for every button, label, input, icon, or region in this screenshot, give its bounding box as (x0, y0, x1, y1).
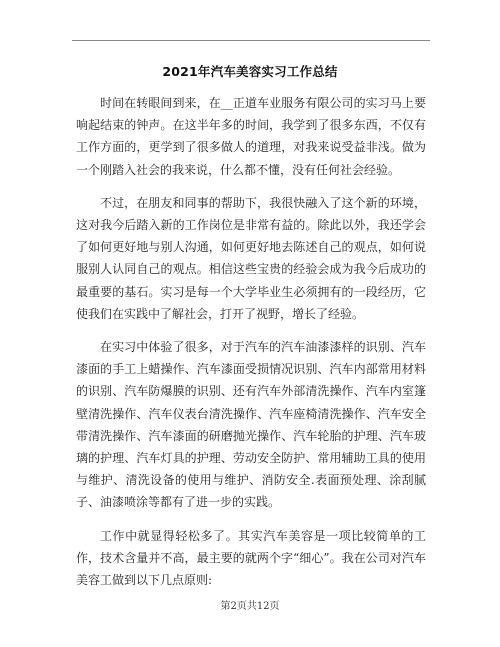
document-title: 2021年汽车美容实习工作总结 (162, 64, 338, 79)
paragraph-2: 不过，在朋友和同事的帮助下，我很快融入了这个新的环境，这对我今后踏入新的工作岗位是非常有益的。除此以外，我还学会了如何更好地与别人沟通，如何更好地去陈述自己的观点，如何说服别人认同自己的观点。相信这些宝贵的经验会成为我今后成功的最重要的基石。实习是每一个大学毕业生必须拥有的一段经历，它使我们在实践中了解社会，打开了视野，增长了经验。 (76, 195, 426, 321)
document-body (76, 92, 426, 602)
paragraph-4: 工作中就显得轻松多了。其实汽车美容是一项比较简单的工作，技术含量并不高，最主要的就两个字“细心”。我在公司对汽车美容工做到以下几点原则: (76, 528, 426, 588)
paragraph-3: 在实习中体验了很多，对于汽车的汽车油漆漆样的识别、汽车漆面的手工上蜡操作、汽车漆面受损情况识别、汽车内部常用材料的识别、汽车防爆膜的识别、还有汽车外部清洗操作、汽车内室篷壁清洗操作、汽车仪表台清洗操作、汽车座椅清洗操作、汽车安全带清洗操作、汽车漆面的研磨抛光操作、汽车轮胎的护理、汽车玻璃的护理、汽车灯具的护理、劳动安全防护、常用辅助工具的使用与维护、清洗设备的使用与维护、消防安全.表面预处理、涂刮腻子、油漆喷涂等都有了进一步的实践。 (76, 340, 426, 510)
page-number: 第2页共12页 (220, 601, 280, 612)
header-rule (72, 40, 430, 41)
paragraph-1: 时间在转眼间到来，在__正道车业服务有限公司的实习马上要响起结束的钟声。在这半年多的时间，我学到了很多东西，不仅有工作方面的，更学到了很多做人的道理，对我来说受益非浅。做为一个刚踏入社会的我来说，什么都不懂，没有任何社会经验。 (76, 96, 426, 177)
